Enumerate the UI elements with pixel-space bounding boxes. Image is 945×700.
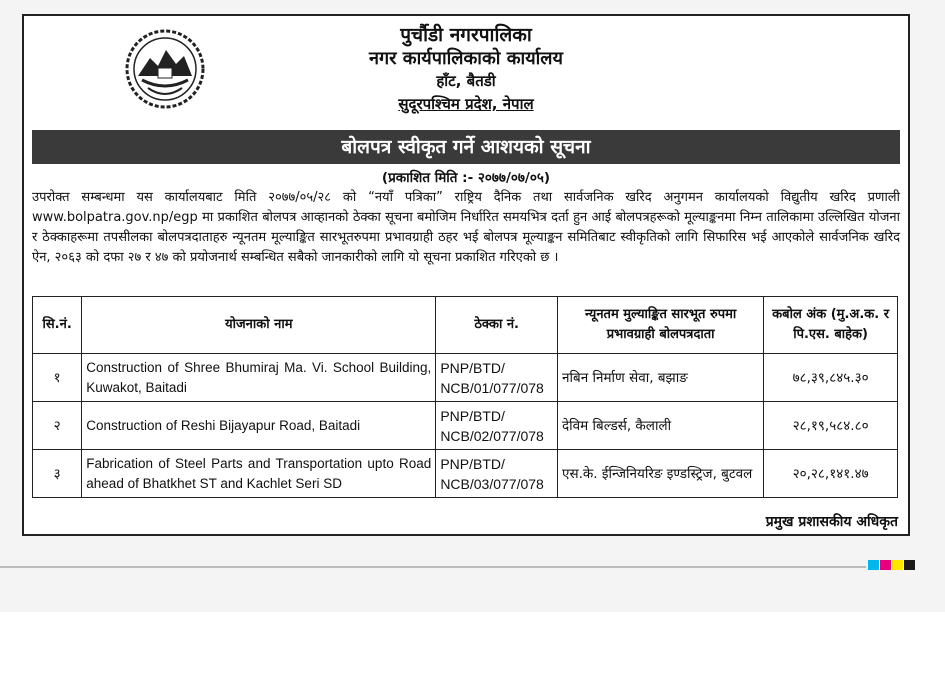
- public-notice: [22, 14, 910, 536]
- table-row: [33, 354, 898, 402]
- table-row: [33, 402, 898, 450]
- notice-paragraph: उपरोक्त सम्बन्धमा यस कार्यालयबाट मिति २०७७/०५/२८ को “नयाँ पत्रिका” राष्ट्रिय दैनिक तथा सार्वजनिक खरिद अनुगमन कार्यालयको विद्युतीय खरिद प्रणाली www.bolpatra.gov.np/egp मा प्रकाशित बोलपत्र आव्हानको ठेक्का सूचना बमोजिम निर्धारित समयभित्र दर्ता हुन आई बोलपत्रहरूको मूल्याङ्कनमा निम्न तालिकामा उल्लिखित योजना र ठेक्काहरूमा तपसीलका बोलपत्रदाताहरु न्यूनतम मूल्याङ्कित सारभूतरुपमा प्रभावग्राही ठहर भई बोलपत्र मूल्याङ्कन समितिबाट स्वीकृतिको लागि सिफारिस भई आएकोले सार्वजनिक खरिद ऐन, २०६३ को दफा २७ र ४७ को प्रयोजनार्थ सम्बन्धित सबैको जानकारीको लागि यो सूचना प्रकाशित गरिएको छ ।: [32, 190, 900, 265]
- yellow-mark: [892, 560, 903, 570]
- notice-title: बोलपत्र स्वीकृत गर्ने आशयको सूचना: [32, 130, 900, 164]
- office-location: हाँट, बैतडी: [436, 72, 496, 90]
- cell-bidder: एस.के. ईन्जिनियरिङ इण्डस्ट्रिज, बुटवल: [558, 450, 764, 498]
- header-bidder: न्यूनतम मुल्याङ्कित सारभूत रुपमा प्रभावग्राही बोलपत्रदाता: [558, 297, 764, 354]
- black-mark: [904, 560, 915, 570]
- cell-amount: २०,२८,१४१.४७: [764, 450, 898, 498]
- province-name: सुदूरपश्चिम प्रदेश, नेपाल: [398, 95, 534, 113]
- office-header: [24, 24, 908, 116]
- cell-project-name: Fabrication of Steel Parts and Transportation upto Road ahead of Bhatkhet ST and Kachlet Seri SD: [82, 450, 436, 498]
- header-amount: कबोल अंक (मु.अ.क. र पि.एस. बाहेक): [764, 297, 898, 354]
- cell-bidder: देविम बिल्डर्स, कैलाली: [558, 402, 764, 450]
- cell-project-name: Construction of Shree Bhumiraj Ma. Vi. School Building, Kuwakot, Baitadi: [82, 354, 436, 402]
- award-table: [32, 296, 898, 498]
- header-contract-no: ठेक्का नं.: [436, 297, 558, 354]
- table-header-row: [33, 297, 898, 354]
- page-divider: [0, 566, 866, 568]
- cell-amount: २८,१९,५८४.८०: [764, 402, 898, 450]
- cell-sn: १: [33, 354, 82, 402]
- cell-contract-no: PNP/BTD/ NCB/02/077/078: [436, 402, 558, 450]
- cell-project-name: Construction of Reshi Bijayapur Road, Baitadi: [82, 402, 436, 450]
- cell-bidder: नबिन निर्माण सेवा, बझाङ: [558, 354, 764, 402]
- municipality-name: पुर्चौडी नगरपालिका: [400, 24, 532, 46]
- header-project-name: योजनाको नाम: [82, 297, 436, 354]
- office-name: नगर कार्यपालिकाको कार्यालय: [369, 48, 563, 69]
- table-row: [33, 450, 898, 498]
- cell-amount: ७८,३९,८४५.३०: [764, 354, 898, 402]
- print-color-marks: [868, 560, 916, 570]
- magenta-mark: [880, 560, 891, 570]
- header-sn: सि.नं.: [33, 297, 82, 354]
- cell-contract-no: PNP/BTD/ NCB/03/077/078: [436, 450, 558, 498]
- published-date: (प्रकाशित मिति :- २०७७/०७/०५): [381, 170, 551, 186]
- cyan-mark: [868, 560, 879, 570]
- cell-sn: २: [33, 402, 82, 450]
- signatory-title: प्रमुख प्रशासकीय अधिकृत: [765, 514, 898, 530]
- cell-sn: ३: [33, 450, 82, 498]
- cell-contract-no: PNP/BTD/ NCB/01/077/078: [436, 354, 558, 402]
